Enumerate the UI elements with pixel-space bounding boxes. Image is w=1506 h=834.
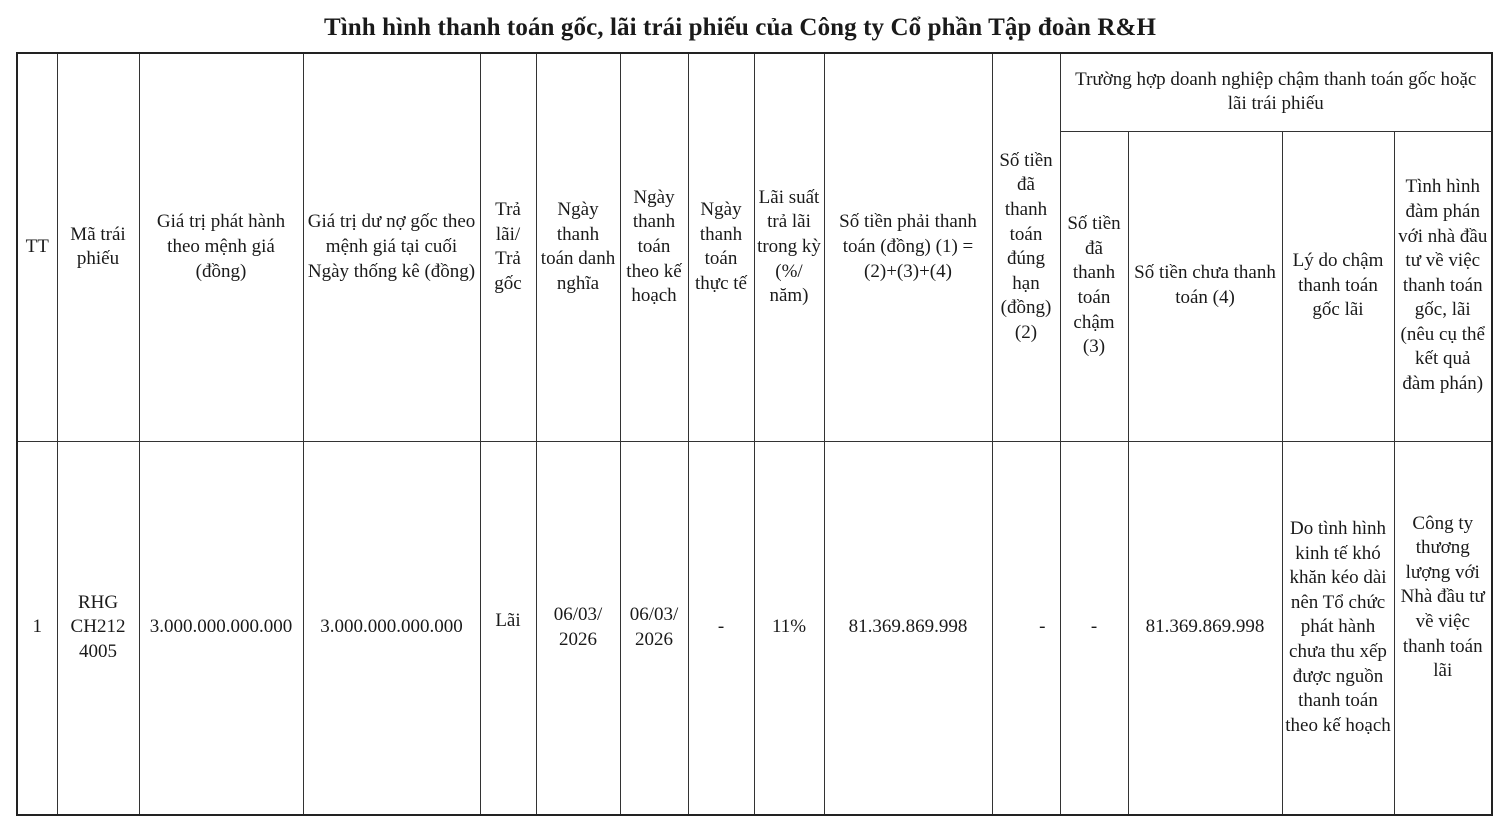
bond-payment-table — [16, 52, 1493, 816]
cell-planned-payment-date: 06/03/ 2026 — [620, 441, 688, 815]
header-late-payment-group: Trường hợp doanh nghiệp chậm thanh toán gốc hoặc lãi trái phiếu — [1060, 53, 1492, 131]
cell-bond-code: RHG CH212 4005 — [57, 441, 139, 815]
cell-nominal-payment-date: 06/03/ 2026 — [536, 441, 620, 815]
header-negotiation-status: Tình hình đàm phán với nhà đầu tư về việc thanh toán gốc, lãi (nêu cụ thể kết quả đàm phán) — [1394, 131, 1492, 441]
header-late-reason: Lý do chậm thanh toán gốc lãi — [1282, 131, 1394, 441]
cell-interest-or-principal: Lãi — [480, 441, 536, 815]
header-outstanding-principal: Giá trị dư nợ gốc theo mệnh giá tại cuối Ngày thống kê (đồng) — [303, 53, 480, 441]
header-amount-due: Số tiền phải thanh toán (đồng) (1) = (2)+(3)+(4) — [824, 53, 992, 441]
header-interest-or-principal: Trả lãi/ Trả gốc — [480, 53, 536, 441]
header-amount-paid-late: Số tiền đã thanh toán chậm (3) — [1060, 131, 1128, 441]
cell-amount-paid-on-time: - — [992, 441, 1060, 815]
header-tt: TT — [17, 53, 57, 441]
cell-amount-unpaid: 81.369.869.998 — [1128, 441, 1282, 815]
header-interest-rate: Lãi suất trả lãi trong kỳ (%/ năm) — [754, 53, 824, 441]
header-issue-value: Giá trị phát hành theo mệnh giá (đồng) — [139, 53, 303, 441]
header-amount-paid-on-time: Số tiền đã thanh toán đúng hạn (đồng) (2) — [992, 53, 1060, 441]
cell-late-reason: Do tình hình kinh tế khó khăn kéo dài nên Tổ chức phát hành chưa thu xếp được nguồn thanh toán theo kế hoạch — [1282, 441, 1394, 815]
table-row — [17, 441, 1492, 815]
header-actual-payment-date: Ngày thanh toán thực tế — [688, 53, 754, 441]
cell-amount-due: 81.369.869.998 — [824, 441, 992, 815]
cell-tt: 1 — [17, 441, 57, 815]
header-bond-code: Mã trái phiếu — [57, 53, 139, 441]
cell-amount-paid-late: - — [1060, 441, 1128, 815]
cell-outstanding-principal: 3.000.000.000.000 — [303, 441, 480, 815]
cell-interest-rate: 11% — [754, 441, 824, 815]
header-nominal-payment-date: Ngày thanh toán danh nghĩa — [536, 53, 620, 441]
cell-issue-value: 3.000.000.000.000 — [139, 441, 303, 815]
document-title: Tình hình thanh toán gốc, lãi trái phiếu của Công ty Cổ phần Tập đoàn R&H — [323, 14, 1157, 41]
header-planned-payment-date: Ngày thanh toán theo kế hoạch — [620, 53, 688, 441]
cell-actual-payment-date: - — [688, 441, 754, 815]
header-amount-unpaid: Số tiền chưa thanh toán (4) — [1128, 131, 1282, 441]
cell-negotiation-status: Công ty thương lượng với Nhà đầu tư về việc thanh toán lãi — [1394, 441, 1492, 815]
